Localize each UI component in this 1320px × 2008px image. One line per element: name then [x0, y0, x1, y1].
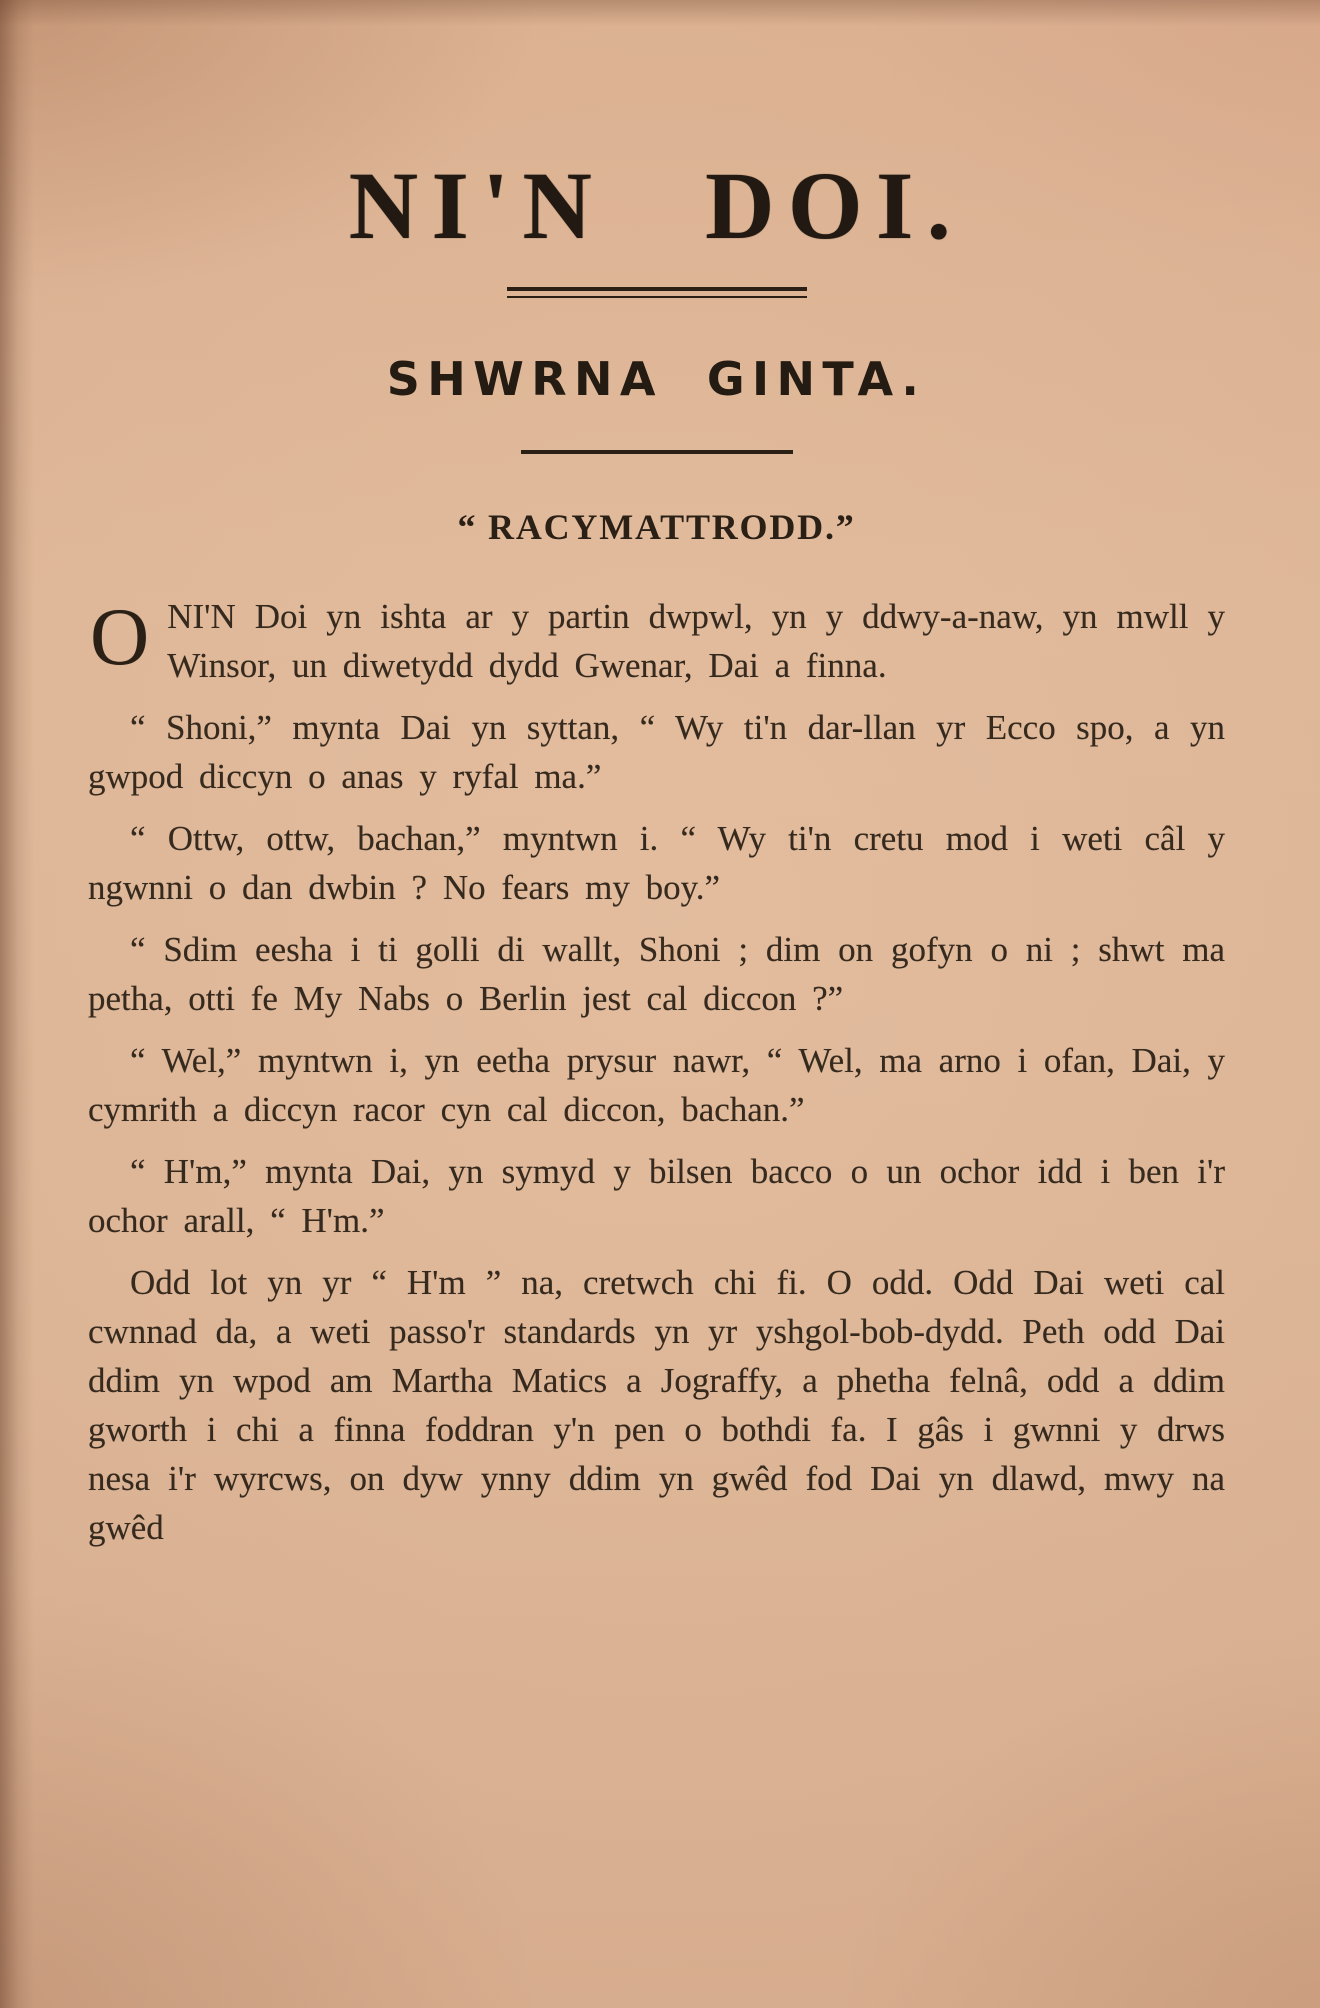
paragraph-5: “ Wel,” myntwn i, yn eetha prysur nawr, “ Wel, ma arno i ofan, Dai, y cymrith a diccyn racor cyn cal diccon, bachan.” [88, 1041, 1225, 1129]
paragraph-4: “ Sdim eesha i ti golli di wallt, Shoni ; dim on gofyn o ni ; shwt ma petha, otti fe My Nabs o Berlin jest cal diccon ?” [88, 930, 1225, 1018]
drop-cap: O [90, 591, 150, 682]
divider-line [521, 450, 793, 454]
title-divider [507, 287, 807, 298]
paragraph-7: Odd lot yn yr “ H'm ” na, cretwch chi fi. O odd. Odd Dai weti cal cwnnad da, a weti passo'r standards yn yr yshgol-bob-dydd. Peth odd Dai ddim yn wpod am Martha Matics a Jograffy, a phetha felnâ, odd a ddim gworth i chi a finna foddran y'n pen o bothdi fa. I gâs i gwnni y drws nesa i'r wyrcws, on dyw ynny ddim yn gwêd fod Dai yn dlawd, mwy na gwêd [88, 1263, 1225, 1547]
paragraph-3: “ Ottw, ottw, bachan,” myntwn i. “ Wy ti'n cretu mod i weti câl y ngwnni o dan dwbin ? No fears my boy.” [88, 819, 1225, 907]
paragraph-6: “ H'm,” mynta Dai, yn symyd y bilsen bacco o un ochor idd i ben i'r ochor arall, “ H'm.” [88, 1152, 1225, 1240]
paragraph-1 [88, 592, 1225, 690]
paragraph-1-text: NI'N Doi yn ishta ar y partin dwpwl, yn y ddwy-a-naw, yn mwll y Winsor, un diwetydd dydd Gwenar, Dai a finna. [167, 597, 1225, 685]
book-title: NI'N DOI. [348, 152, 965, 259]
chapter-title: SHWRNA GINTA. [386, 352, 927, 406]
body-text [88, 592, 1225, 1552]
divider-line-thin [507, 296, 807, 298]
chapter-divider [521, 450, 793, 454]
section-heading: “ RACYMATTRODD.” [457, 507, 856, 547]
divider-line-thick [507, 287, 807, 291]
paragraph-2: “ Shoni,” mynta Dai yn syttan, “ Wy ti'n dar-llan yr Ecco spo, a yn gwpod diccyn o anas y ryfal ma.” [88, 708, 1225, 796]
